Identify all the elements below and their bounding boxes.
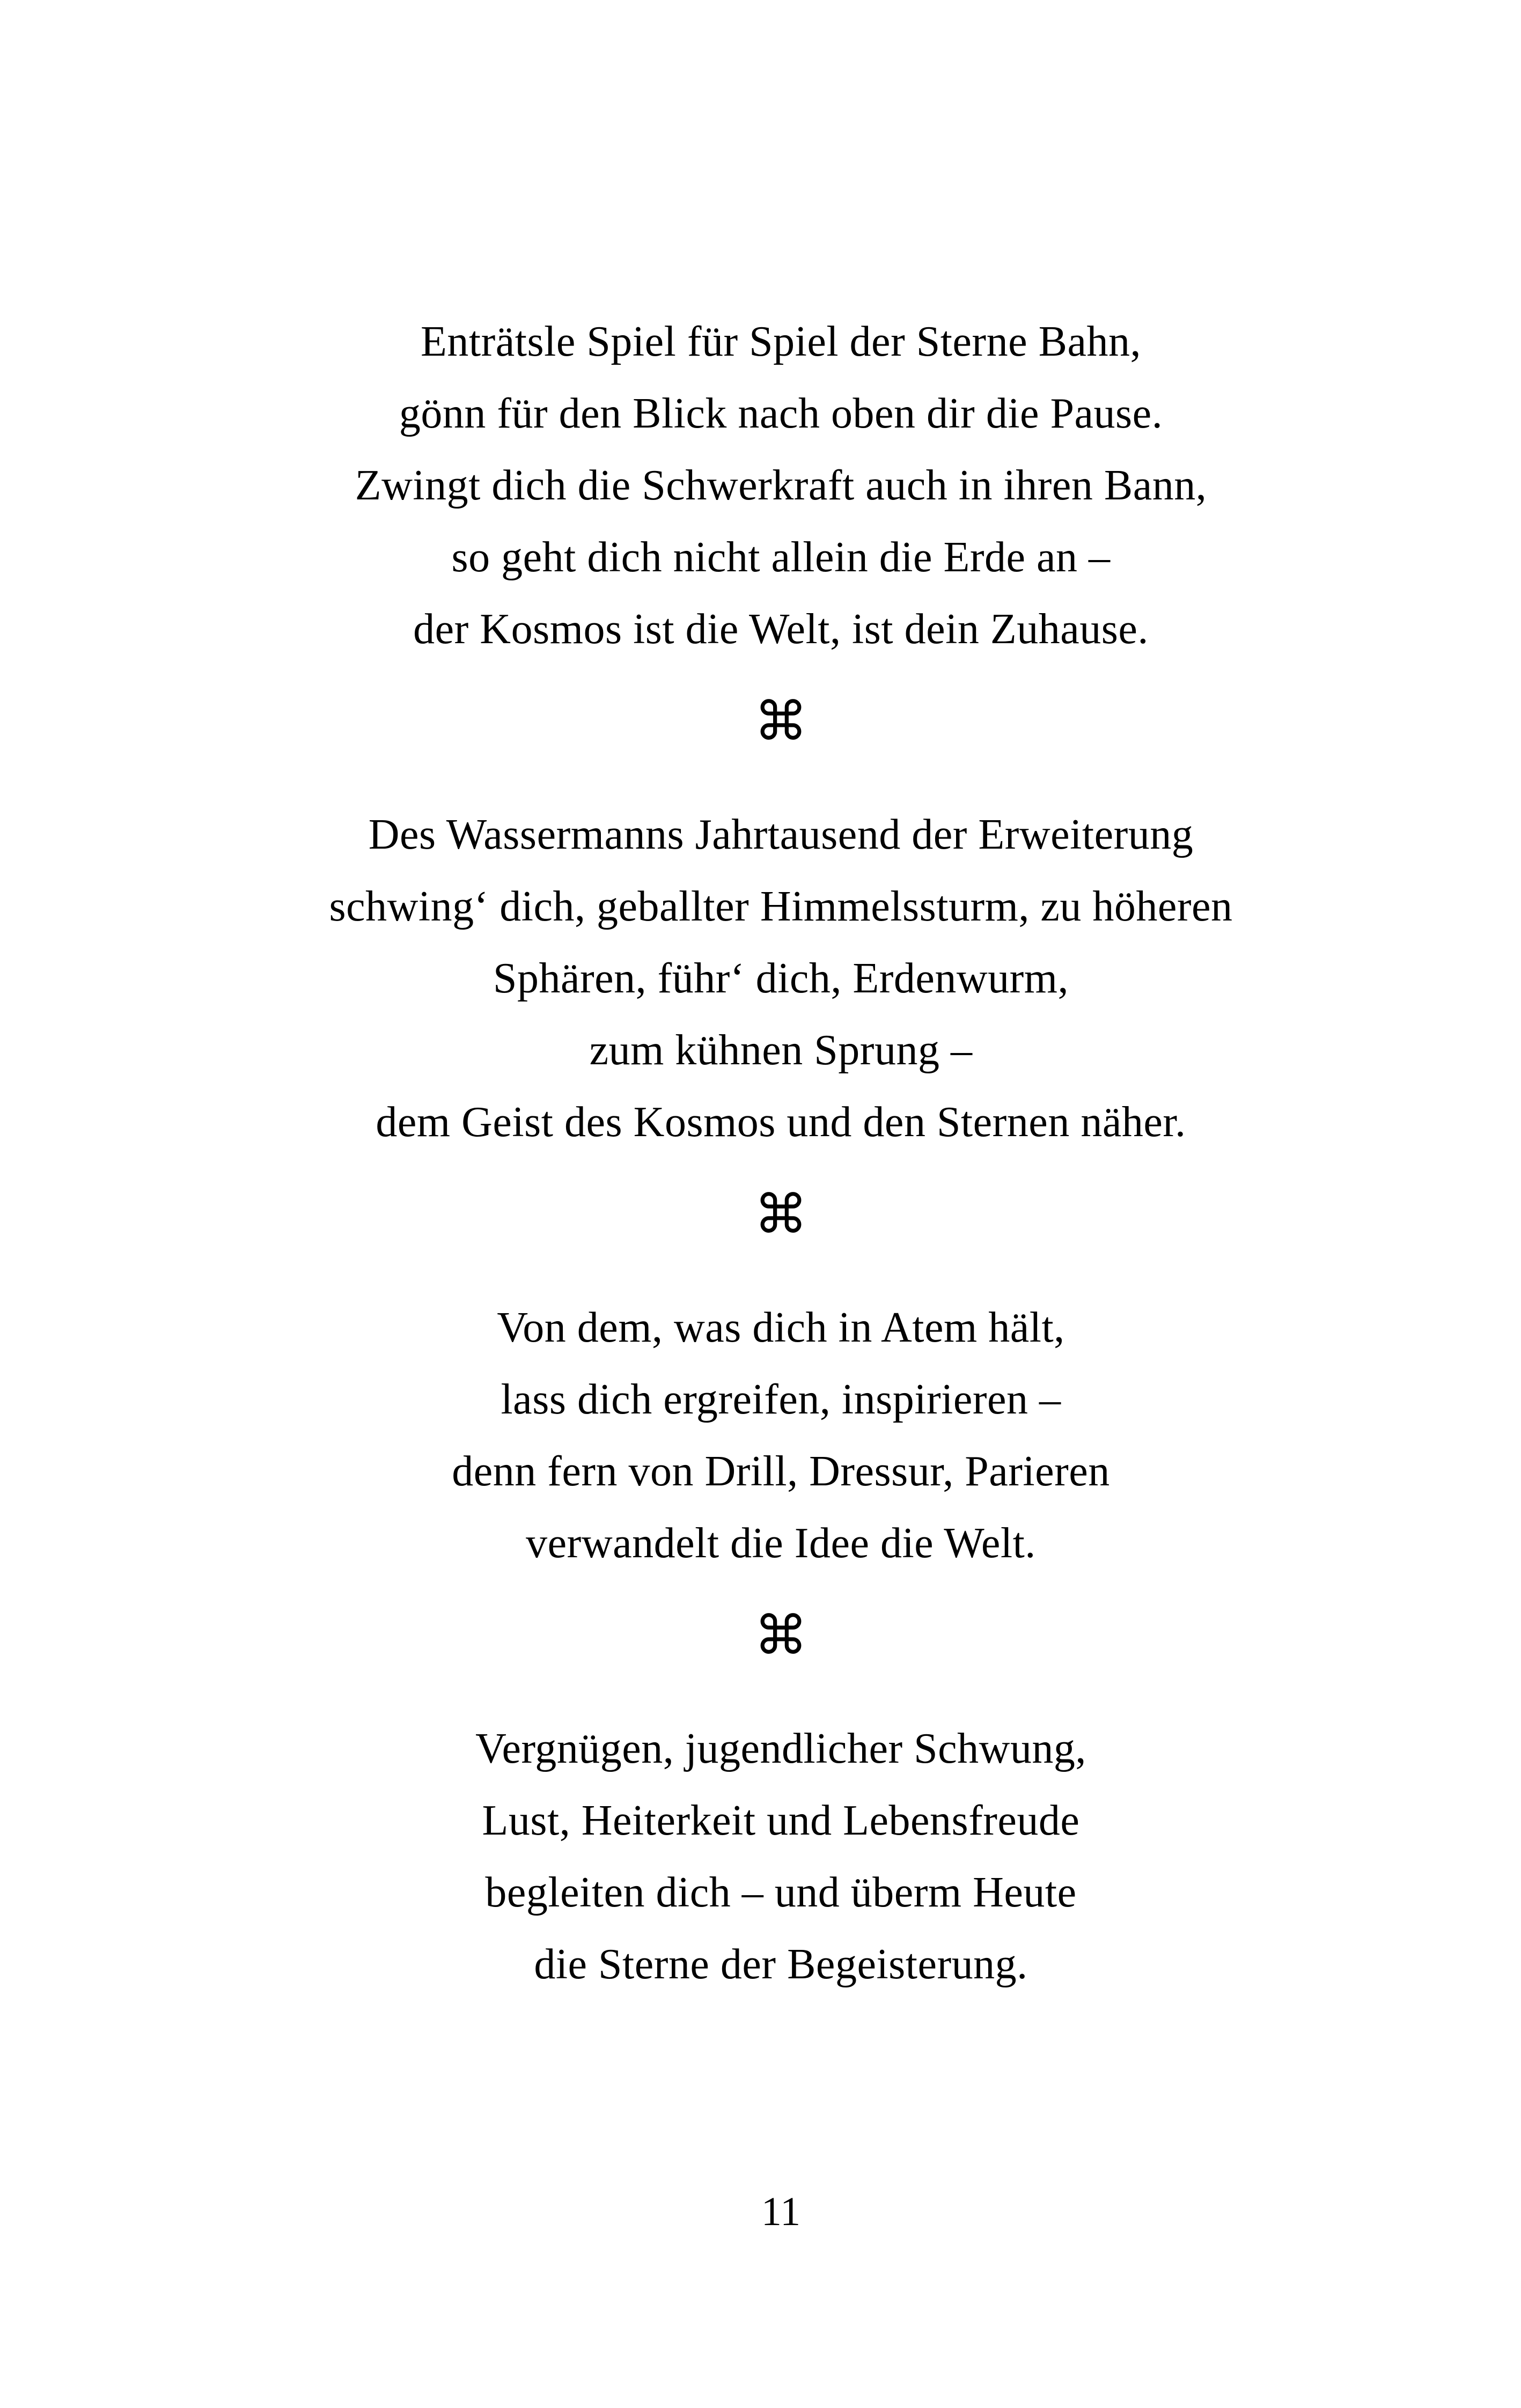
poem-line: Von dem, was dich in Atem hält, <box>497 1304 1065 1351</box>
poem-line: denn fern von Drill, Dressur, Parieren <box>452 1448 1110 1495</box>
poem-line: Des Wassermanns Jahrtausend der Erweiterung <box>368 811 1194 858</box>
stanza-3 <box>41 1292 1521 1579</box>
poem-line: verwandelt die Idee die Welt. <box>526 1520 1036 1567</box>
poem <box>41 306 1521 2021</box>
page-number: 11 <box>761 2189 801 2234</box>
poem-line: die Sterne der Begeisterung. <box>534 1941 1028 1988</box>
poem-line: der Kosmos ist die Welt, ist dein Zuhause. <box>413 606 1149 653</box>
poem-line: Lust, Heiterkeit und Lebensfreude <box>482 1797 1080 1844</box>
poem-line: Vergnügen, jugendlicher Schwung, <box>475 1725 1086 1772</box>
stanza-divider-icon: ⌘ <box>754 1183 808 1246</box>
poem-line: begleiten dich – und überm Heute <box>485 1869 1077 1916</box>
poem-line: schwing‘ dich, geballter Himmelssturm, zu höheren <box>329 883 1233 930</box>
poem-line: so geht dich nicht allein die Erde an – <box>451 534 1111 581</box>
poem-line: lass dich ergreifen, inspirieren – <box>501 1376 1061 1423</box>
poem-line: gönn für den Blick nach oben dir die Pause. <box>399 390 1163 437</box>
stanza-2 <box>41 799 1521 1158</box>
poem-line: Enträtsle Spiel für Spiel der Sterne Bahn, <box>421 318 1141 365</box>
stanza-1 <box>41 306 1521 665</box>
stanza-divider-icon: ⌘ <box>754 1604 808 1667</box>
poem-line: zum kühnen Sprung – <box>589 1027 973 1074</box>
poem-line: dem Geist des Kosmos und den Sternen näher. <box>376 1099 1186 1146</box>
poem-line: Zwingt dich die Schwerkraft auch in ihren Bann, <box>355 462 1207 509</box>
stanza-4 <box>41 1713 1521 2000</box>
stanza-divider-icon: ⌘ <box>754 690 808 753</box>
poem-line: Sphären, führ‘ dich, Erdenwurm, <box>493 955 1069 1002</box>
